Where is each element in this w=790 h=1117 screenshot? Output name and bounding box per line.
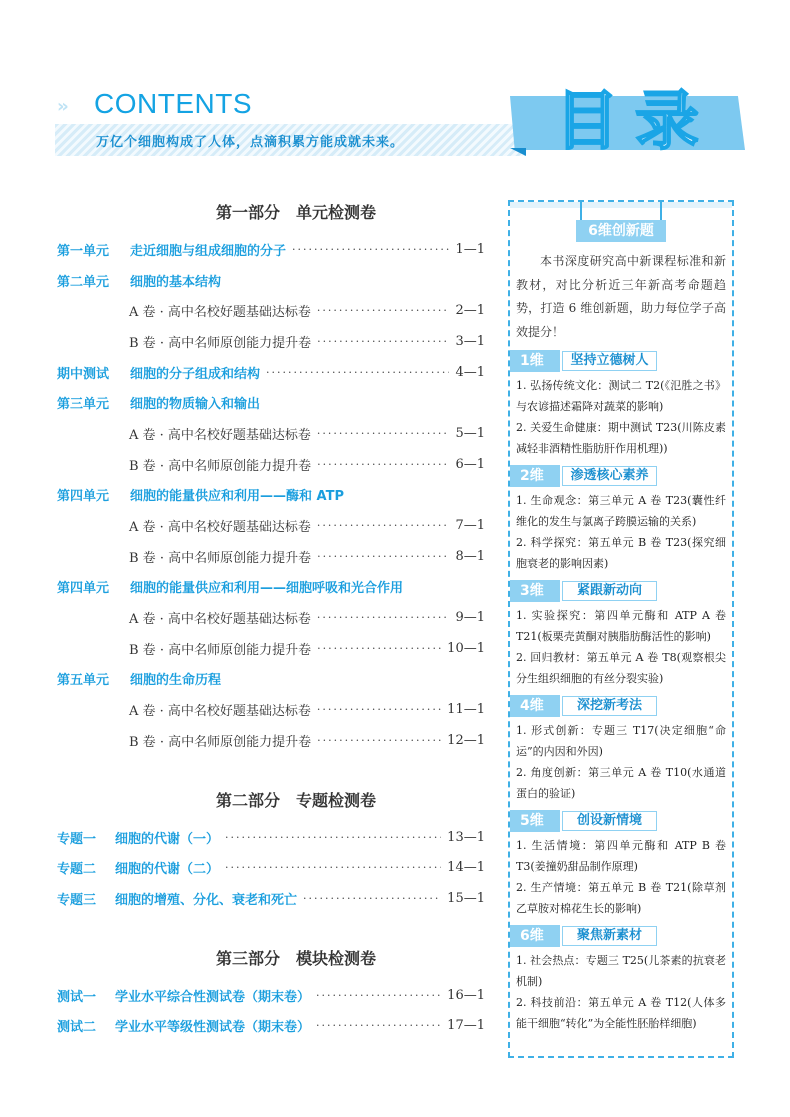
sidebar-section: [516, 695, 726, 804]
leader-dots: [317, 519, 450, 532]
section-item: 2. 科技前沿：第五单元 A 卷 T12(人体多能干细胞“转化”为全能性胚胎样细胞): [516, 996, 726, 1030]
unit-label: 第三单元: [57, 397, 110, 413]
toc-entry[interactable]: [57, 326, 485, 357]
sub-entry-title: A 卷 · 高中名校好题基础达标卷: [129, 612, 311, 628]
leader-dots: [225, 831, 441, 844]
toc-list: [57, 200, 485, 1041]
leader-dots: [317, 703, 441, 716]
page-number: 6—1: [455, 456, 485, 472]
unit-label: 专题三: [57, 892, 97, 908]
toc-entry[interactable]: [57, 449, 485, 480]
entry-title: 细胞的物质输入和输出: [130, 397, 261, 413]
page-number: 16—1: [447, 987, 485, 1003]
arrows-icon: ››: [57, 96, 66, 117]
toc-entry[interactable]: [57, 418, 485, 449]
part-heading: 第一部分 单元检测卷: [215, 203, 376, 222]
sub-entry-title: B 卷 · 高中名师原创能力提升卷: [129, 734, 312, 750]
sidebar-section: [516, 580, 726, 689]
leader-dots: [316, 1019, 441, 1032]
toc-entry[interactable]: [57, 852, 485, 883]
sidebar-badge: [576, 220, 666, 242]
toc-entry[interactable]: [57, 1010, 485, 1041]
entry-title: 细胞的能量供应和利用——细胞呼吸和光合作用: [130, 581, 404, 597]
leader-dots: [317, 611, 450, 624]
leader-dots: [303, 892, 441, 905]
leader-dots: [266, 366, 449, 379]
pin-icon: [660, 202, 662, 220]
toc-entry[interactable]: [57, 541, 485, 572]
unit-label: 专题一: [57, 831, 97, 847]
leader-dots: [317, 642, 441, 655]
toc-entry[interactable]: [57, 883, 485, 914]
sub-entry-title: B 卷 · 高中名师原创能力提升卷: [129, 335, 312, 351]
toc-entry[interactable]: [57, 234, 485, 265]
unit-label: 期中测试: [57, 366, 110, 382]
toc-entry[interactable]: [57, 633, 485, 664]
sidebar-section: [516, 810, 726, 919]
section-title: 深挖新考法: [562, 696, 657, 716]
unit-label: 第二单元: [57, 274, 110, 290]
toc-entry[interactable]: [57, 980, 485, 1011]
toc-entry[interactable]: [57, 602, 485, 633]
section-header: [510, 350, 732, 372]
page-number: 2—1: [455, 303, 485, 319]
section-item: 1. 社会热点：专题三 T25(儿茶素的抗衰老机制): [516, 954, 726, 988]
unit-label: 第四单元: [57, 489, 110, 505]
leader-dots: [317, 304, 450, 317]
entry-title: 细胞的基本结构: [130, 274, 222, 290]
toc-entry[interactable]: [57, 664, 485, 695]
page-number: 9—1: [455, 610, 485, 626]
section-title: 创设新情境: [562, 811, 657, 831]
section-header: [510, 925, 732, 947]
section-item: 2. 回归教材：第五单元 A 卷 T8(观察根尖分生组织细胞的有丝分裂实验): [516, 651, 726, 685]
leader-dots: [317, 734, 441, 747]
section-header: [510, 465, 732, 487]
entry-title: 学业水平等级性测试卷（期末卷）: [115, 1020, 311, 1036]
leader-dots: [317, 458, 449, 471]
unit-label: 测试二: [57, 1020, 97, 1036]
entry-title: 学业水平综合性测试卷（期末卷）: [115, 989, 311, 1005]
sub-entry-title: A 卷 · 高中名校好题基础达标卷: [129, 427, 311, 443]
section-title: 聚焦新素材: [562, 926, 657, 946]
toc-entry[interactable]: [57, 510, 485, 541]
unit-label: 第一单元: [57, 243, 110, 259]
unit-label: 专题二: [57, 862, 97, 878]
page-number: 7—1: [455, 518, 485, 534]
unit-label: 第五单元: [57, 673, 110, 689]
sidebar-strip: [510, 202, 732, 208]
section-item: 2. 角度创新：第三单元 A 卷 T10(水通道蛋白的验证): [516, 766, 726, 800]
page-number: 15—1: [447, 890, 485, 906]
leader-dots: [317, 427, 450, 440]
unit-label: 测试一: [57, 989, 97, 1005]
page-number: 3—1: [455, 333, 485, 349]
section-item: 2. 关爱生命健康：期中测试 T23(川陈皮素减轻非酒精性脂肪肝作用机理)): [516, 421, 726, 455]
sub-entry-title: A 卷 · 高中名校好题基础达标卷: [129, 305, 311, 321]
section-item: 1. 实验探究：第四单元酶和 ATP A 卷 T21(板栗壳黄酮对胰脂肪酶活性的影响): [516, 609, 726, 643]
page-number: 1—1: [455, 241, 485, 257]
section-item: 2. 生产情境：第五单元 B 卷 T21(除草剂乙草胺对棉花生长的影响): [516, 881, 726, 915]
section-header: [510, 810, 732, 832]
sub-entry-title: A 卷 · 高中名校好题基础达标卷: [129, 704, 311, 720]
section-number: 3维: [510, 580, 560, 602]
sidebar-intro: 本书深度研究高中新课程标准和新教材，对比分析近三年新高考命题趋势，打造 6 维创新题，助力每位学子高效提分！: [516, 254, 726, 339]
section-number: 2维: [510, 465, 560, 487]
sub-entry-title: A 卷 · 高中名校好题基础达标卷: [129, 520, 311, 536]
sidebar-section: [516, 350, 726, 459]
entry-title: 细胞的能量供应和利用——酶和 ATP: [130, 489, 344, 505]
toc-entry[interactable]: [57, 694, 485, 725]
sub-entry-title: B 卷 · 高中名师原创能力提升卷: [129, 642, 312, 658]
section-header: [510, 580, 732, 602]
toc-entry[interactable]: [57, 572, 485, 603]
section-title: 紧跟新动向: [562, 581, 657, 601]
contents-heading: CONTENTS: [94, 88, 252, 119]
sidebar-section: [516, 465, 726, 574]
section-item: 1. 形式创新：专题三 T17(决定细胞“命运”的内因和外因): [516, 724, 726, 758]
section-number: 5维: [510, 810, 560, 832]
entry-title: 细胞的分子组成和结构: [130, 366, 261, 382]
part-heading: 第三部分 模块检测卷: [215, 948, 376, 968]
sub-entry-title: B 卷 · 高中名师原创能力提升卷: [129, 458, 312, 474]
part-heading: 第二部分 专题检测卷: [215, 790, 376, 810]
toc-entry[interactable]: [57, 725, 485, 756]
section-item: 1. 生活情境：第四单元酶和 ATP B 卷 T3(姜撞奶甜品制作原理): [516, 839, 726, 873]
leader-dots: [317, 550, 449, 563]
toc-entry[interactable]: [57, 387, 485, 418]
section-number: 6维: [510, 925, 560, 947]
toc-entry[interactable]: [57, 357, 485, 388]
toc-entry[interactable]: [57, 480, 485, 511]
page-number: 17—1: [447, 1018, 485, 1034]
section-item: 2. 科学探究：第五单元 B 卷 T23(探究细胞衰老的影响因素): [516, 536, 726, 570]
leader-dots: [316, 989, 441, 1002]
section-title: 渗透核心素养: [562, 466, 657, 486]
section-number: 4维: [510, 695, 560, 717]
pin-icon: [580, 202, 582, 220]
leader-dots: [292, 243, 449, 256]
page-number: 12—1: [447, 732, 485, 748]
entry-title: 细胞的生命历程: [130, 673, 222, 689]
sub-entry-title: B 卷 · 高中名师原创能力提升卷: [129, 550, 312, 566]
leader-dots: [317, 335, 449, 348]
page-number: 5—1: [455, 425, 485, 441]
page-number: 14—1: [447, 860, 485, 876]
unit-label: 第四单元: [57, 581, 110, 597]
page-number: 13—1: [447, 829, 485, 845]
entry-title: 走近细胞与组成细胞的分子: [130, 243, 287, 259]
entry-title: 细胞的代谢（一）: [115, 831, 220, 847]
badge-label: 6维创新题: [588, 223, 654, 239]
section-item: 1. 弘扬传统文化：测试二 T2(《氾胜之书》与农谚描述霜降对蔬菜的影响): [516, 379, 726, 413]
section-number: 1维: [510, 350, 560, 372]
innovation-sidebar: [508, 200, 734, 1058]
sidebar-section: [516, 925, 726, 1034]
page-number: 4—1: [455, 364, 485, 380]
motto: 万亿个细胞构成了人体，点滴积累方能成就未来。: [96, 135, 405, 150]
page-number: 10—1: [447, 640, 485, 656]
toc-entry[interactable]: [57, 295, 485, 326]
mulu-title: 目录: [555, 85, 715, 159]
page-number: 8—1: [455, 548, 485, 564]
leader-dots: [225, 861, 441, 874]
page-number: 11—1: [447, 702, 485, 718]
section-header: [510, 695, 732, 717]
toc-entry[interactable]: [57, 265, 485, 296]
section-item: 1. 生命观念：第三单元 A 卷 T23(囊性纤维化的发生与氯离子跨膜运输的关系): [516, 494, 726, 528]
toc-entry[interactable]: [57, 822, 485, 853]
entry-title: 细胞的代谢（二）: [115, 862, 220, 878]
entry-title: 细胞的增殖、分化、衰老和死亡: [115, 892, 298, 908]
section-title: 坚持立德树人: [562, 351, 657, 371]
